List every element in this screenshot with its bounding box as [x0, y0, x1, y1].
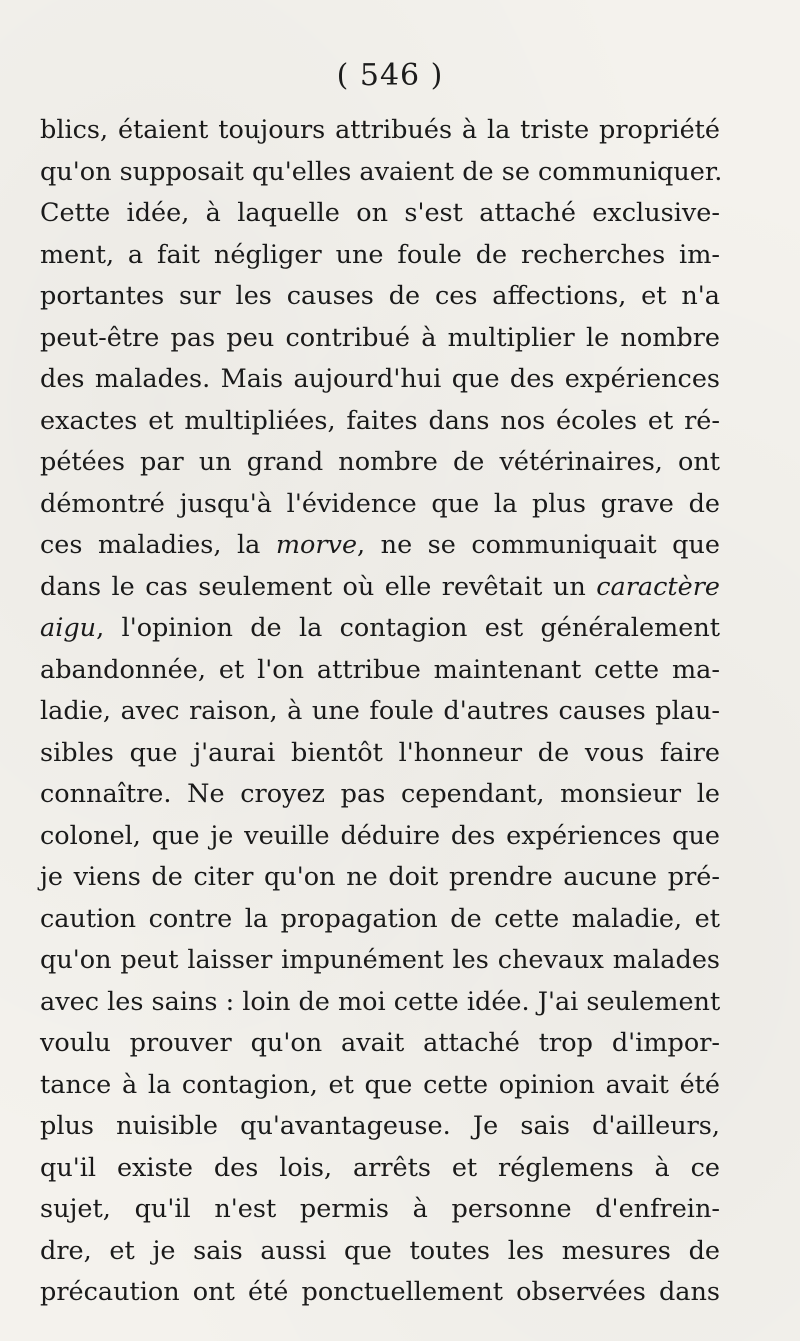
text-run: sibles que j'aurai bientôt l'honneur de vous faire — [40, 737, 720, 768]
text-line — [40, 401, 720, 443]
text-run: précaution ont été ponctuellement observées dans — [40, 1277, 720, 1307]
text-run: abandonnée, et l'on attribue maintenant cette ma- — [40, 654, 720, 685]
text-line — [40, 816, 720, 858]
text-run: qu'on peut laisser impunément les chevaux malades — [40, 945, 720, 975]
text-run: dre, et je sais aussi que toutes les mesures de — [40, 1235, 720, 1266]
text-line — [40, 1148, 720, 1190]
text-run: colonel, que je veuille déduire des expériences que — [40, 820, 720, 851]
text-run: qu'il existe des lois, arrêts et réglemens à ce — [40, 1152, 720, 1183]
text-line — [40, 359, 720, 401]
text-line — [40, 1231, 720, 1273]
text-run: ment, a fait négliger une foule de recherches im- — [40, 239, 720, 270]
body-text — [40, 110, 723, 1314]
text-line — [40, 1272, 720, 1314]
text-line — [40, 733, 720, 775]
text-run: avec les sains : loin de moi cette idée. J'ai seulement — [40, 986, 721, 1017]
text-run: Cette idée, à laquelle on s'est attaché exclusive- — [40, 198, 720, 228]
text-run: plus nuisible qu'avantageuse. Je sais d'ailleurs, — [40, 1111, 720, 1141]
italic-text: caractère — [596, 571, 720, 602]
text-run: voulu prouver qu'on avait attaché trop d'impor- — [40, 1028, 720, 1058]
text-line — [40, 650, 720, 692]
text-line — [40, 899, 720, 941]
text-line — [40, 525, 720, 567]
text-line — [40, 110, 720, 152]
text-line — [40, 193, 720, 235]
text-line — [40, 318, 720, 360]
text-run: qu'on supposait qu'elles avaient de se communiquer. — [40, 156, 723, 187]
text-run: je viens de citer qu'on ne doit prendre aucune pré- — [40, 862, 720, 892]
text-run: connaître. Ne croyez pas cependant, monsieur le — [40, 779, 720, 809]
text-run: caution contre la propagation de cette maladie, et — [40, 903, 720, 934]
text-run: des malades. Mais aujourd'hui que des expériences — [40, 364, 720, 394]
text-line — [40, 567, 720, 609]
text-line — [40, 235, 720, 277]
text-line — [40, 940, 720, 982]
text-run: tance à la contagion, et que cette opinion avait été — [40, 1069, 720, 1100]
text-line — [40, 442, 720, 484]
text-run: , l'opinion de la contagion est généralement — [96, 613, 720, 643]
text-run: démontré jusqu'à l'évidence que la plus grave de — [40, 488, 720, 519]
text-line — [40, 1023, 720, 1065]
text-run: sujet, qu'il n'est permis à personne d'enfrein- — [40, 1194, 720, 1224]
text-run: peut-être pas peu contribué à multiplier le nombre — [40, 322, 720, 353]
text-run: ladie, avec raison, à une foule d'autres causes plau- — [40, 696, 720, 726]
text-line — [40, 1189, 720, 1231]
text-run: blics, étaient toujours attribués à la triste propriété — [40, 115, 720, 145]
text-run: portantes sur les causes de ces affections, et n'a — [40, 281, 720, 311]
italic-text: aigu — [40, 613, 97, 643]
italic-text: morve — [275, 530, 358, 560]
text-run: , ne se communiquait que — [357, 530, 721, 560]
text-line — [40, 774, 720, 816]
text-line — [40, 1106, 720, 1148]
text-run: exactes et multipliées, faites dans nos écoles et ré- — [40, 405, 720, 436]
text-line — [40, 608, 720, 650]
text-run: ces maladies, la — [40, 530, 276, 560]
text-line — [40, 857, 720, 899]
text-run: dans le cas seulement où elle revêtait un — [40, 571, 597, 602]
page-number: ( 546 ) — [336, 58, 444, 93]
text-line — [40, 276, 720, 318]
text-line — [40, 982, 720, 1024]
text-line — [40, 1065, 720, 1107]
text-line — [40, 484, 720, 526]
text-line — [40, 152, 723, 194]
text-run: pétées par un grand nombre de vétérinaires, ont — [40, 447, 720, 477]
text-line — [40, 691, 720, 733]
